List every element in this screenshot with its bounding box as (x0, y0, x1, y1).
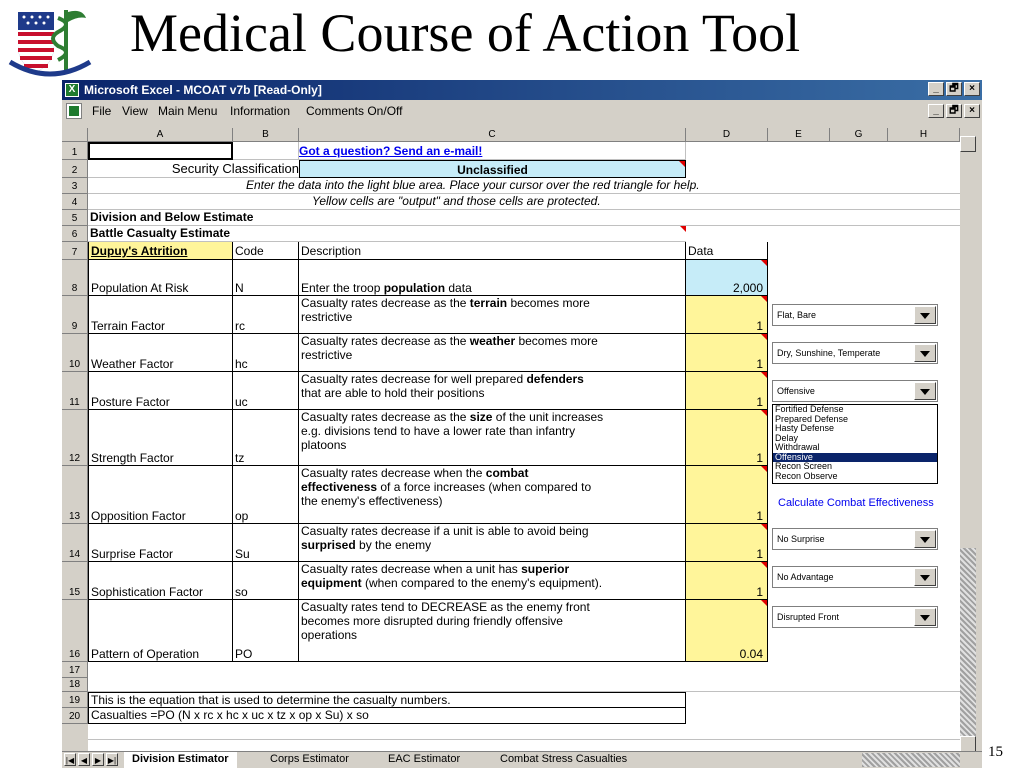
select-all-corner[interactable] (62, 128, 88, 142)
factor-code: hc (233, 334, 299, 372)
factor-output-value: 1 (686, 372, 768, 410)
row-header[interactable]: 17 (62, 662, 88, 678)
row-header[interactable]: 13 (62, 466, 88, 524)
row-header[interactable]: 9 (62, 296, 88, 334)
column-header-a[interactable]: A (88, 128, 233, 142)
row-header[interactable]: 8 (62, 260, 88, 296)
factor-code: op (233, 466, 299, 524)
doc-restore-button[interactable]: 🗗 (946, 104, 962, 118)
posture-option[interactable]: Offensive (773, 453, 937, 463)
instruction-text: Enter the data into the light blue area. Place your cursor over the red triangle for help. (88, 178, 960, 194)
row-header[interactable]: 15 (62, 562, 88, 600)
tab-combat-stress-casualties[interactable]: Combat Stress Casualties (500, 753, 628, 765)
description-emphasis: population (383, 281, 446, 295)
factor-description (299, 410, 686, 466)
row-header[interactable]: 19 (62, 692, 88, 708)
description-text: that are able to hold their positions (301, 386, 485, 400)
posture-option[interactable]: Hasty Defense (775, 423, 835, 433)
description-text: Enter the troop (301, 281, 384, 295)
factor-output-value: 1 (686, 524, 768, 562)
row-header[interactable]: 10 (62, 334, 88, 372)
description-text: (when compared to the enemy's equipment). (361, 576, 603, 590)
posture-options-list[interactable] (772, 404, 938, 484)
weather-value: Dry, Sunshine, Temperate (777, 348, 881, 358)
posture-dropdown[interactable] (772, 380, 938, 402)
section-heading: Division and Below Estimate (88, 210, 960, 226)
description-emphasis: equipment (301, 576, 362, 590)
weather-dropdown[interactable] (772, 342, 938, 364)
factor-name: Opposition Factor (88, 466, 233, 524)
column-header-d[interactable]: D (686, 128, 768, 142)
description-emphasis: effectiveness (301, 480, 378, 494)
factor-code: so (233, 562, 299, 600)
chevron-down-icon[interactable] (914, 382, 936, 400)
protected-note: Yellow cells are "output" and those cells are protected. (88, 194, 960, 210)
chevron-down-icon[interactable] (914, 568, 936, 586)
window-titlebar (62, 80, 982, 100)
terrain-value: Flat, Bare (777, 310, 817, 320)
row-header[interactable]: 4 (62, 194, 88, 210)
tab-division-estimator[interactable]: Division Estimator (124, 752, 237, 768)
factor-name: Terrain Factor (88, 296, 233, 334)
selected-cell-a1[interactable] (88, 142, 233, 160)
empty-row[interactable] (88, 678, 960, 692)
description-text: data (445, 281, 472, 295)
pattern-dropdown[interactable] (772, 606, 938, 628)
factor-output-value: 1 (686, 410, 768, 466)
row-header[interactable]: 5 (62, 210, 88, 226)
factor-name: Surprise Factor (88, 524, 233, 562)
posture-option[interactable]: Fortified Defense (775, 404, 844, 414)
minimize-button[interactable]: _ (928, 82, 944, 96)
description-text: becomes more disrupted during friendly offensive (301, 614, 563, 628)
description-text: Casualty rates tend to DECREASE as the enemy front (301, 600, 590, 614)
description-text: Casualty rates decrease when the (301, 466, 486, 480)
factor-description (299, 466, 686, 524)
chevron-down-icon[interactable] (914, 344, 936, 362)
pattern-value: Disrupted Front (777, 612, 840, 622)
factor-output-value: 1 (686, 562, 768, 600)
header-description: Description (299, 242, 686, 260)
row-header[interactable]: 20 (62, 708, 88, 724)
header-code: Code (233, 242, 299, 260)
page-number: 15 (988, 744, 1003, 760)
next-sheet-button[interactable]: ▶ (92, 753, 104, 766)
column-header-b[interactable]: B (233, 128, 299, 142)
posture-value: Offensive (777, 386, 815, 396)
description-text: of the unit increases (492, 410, 604, 424)
factor-code: rc (233, 296, 299, 334)
description-text: Casualty rates decrease as the (301, 296, 470, 310)
factor-code: uc (233, 372, 299, 410)
description-emphasis: weather (469, 334, 516, 348)
row-header[interactable]: 6 (62, 226, 88, 242)
column-header-g[interactable]: G (830, 128, 888, 142)
chevron-down-icon[interactable] (914, 306, 936, 324)
scroll-up-arrow[interactable] (960, 136, 976, 152)
menu-information[interactable]: Information (230, 104, 291, 118)
restore-button[interactable]: 🗗 (946, 82, 962, 96)
population-input[interactable]: 2,000 (686, 260, 768, 296)
excel-window (62, 80, 982, 768)
description-text: e.g. divisions tend to have a lower rate than infantry (301, 424, 576, 438)
worksheet-grid[interactable] (88, 142, 960, 751)
cell[interactable] (233, 142, 299, 160)
scroll-track[interactable] (960, 548, 976, 738)
equation-formula: Casualties =PO (N x rc x hc x uc x tz x op x Su) x so (88, 708, 686, 724)
factor-output-value: 1 (686, 296, 768, 334)
factor-output-value: 1 (686, 466, 768, 524)
factor-code: PO (233, 600, 299, 662)
doc-close-button[interactable]: × (964, 104, 980, 118)
last-sheet-button[interactable]: ▶| (106, 753, 118, 766)
factor-description (299, 296, 686, 334)
factor-name: Pattern of Operation (88, 600, 233, 662)
menu-file[interactable]: File (92, 104, 112, 118)
description-text: becomes more (507, 296, 590, 310)
sophistication-dropdown[interactable] (772, 566, 938, 588)
horizontal-scrollbar[interactable] (862, 753, 960, 767)
row-header[interactable]: 14 (62, 524, 88, 562)
description-emphasis: size (469, 410, 493, 424)
description-text: Casualty rates decrease if a unit is able to avoid being (301, 524, 589, 538)
description-emphasis: terrain (469, 296, 508, 310)
description-text: the enemy's effectiveness) (301, 494, 443, 508)
row-header[interactable]: 12 (62, 410, 88, 466)
menu-comments[interactable]: Comments On/Off (306, 104, 403, 118)
factor-name: Population At Risk (88, 260, 233, 296)
chevron-down-icon[interactable] (914, 530, 936, 548)
chevron-down-icon[interactable] (914, 608, 936, 626)
factor-description (299, 260, 686, 296)
factor-code: tz (233, 410, 299, 466)
factor-output-value: 0.04 (686, 600, 768, 662)
factor-description (299, 372, 686, 410)
posture-option[interactable]: Prepared Defense (775, 413, 849, 424)
factor-description (299, 600, 686, 662)
column-header-c[interactable]: C (299, 128, 686, 142)
description-text: by the enemy (355, 538, 432, 552)
slide-title: Medical Course of Action Tool (130, 3, 801, 63)
row-header[interactable]: 11 (62, 372, 88, 410)
tab-corps-estimator[interactable]: Corps Estimator (270, 753, 349, 765)
empty-row[interactable] (88, 724, 960, 740)
row-header[interactable]: 16 (62, 600, 88, 662)
column-header-e[interactable]: E (768, 128, 830, 142)
close-button[interactable]: × (964, 82, 980, 96)
description-text: Casualty rates decrease as the (301, 334, 470, 348)
posture-option[interactable]: Recon Observe (775, 470, 838, 481)
factor-name: Weather Factor (88, 334, 233, 372)
workbook-icon[interactable] (66, 103, 82, 119)
header-attrition: Dupuy's Attrition (88, 242, 233, 260)
description-emphasis: combat (485, 466, 529, 480)
factor-description (299, 524, 686, 562)
surprise-dropdown[interactable] (772, 528, 938, 550)
description-text: Casualty rates decrease for well prepared (301, 372, 527, 386)
description-text: platoons (301, 438, 347, 452)
header-data: Data (686, 242, 768, 260)
row-header[interactable]: 3 (62, 178, 88, 194)
surprise-value: No Surprise (777, 534, 825, 544)
description-text: of a force increases (when compared to (377, 480, 592, 494)
description-text: restrictive (301, 310, 353, 324)
description-emphasis: surprised (301, 538, 356, 552)
factor-output-value: 1 (686, 334, 768, 372)
description-emphasis: superior (521, 562, 570, 576)
first-sheet-button[interactable]: |◀ (64, 753, 76, 766)
description-text: operations (301, 628, 358, 642)
calculate-combat-effectiveness-link[interactable]: Calculate Combat Effectiveness (778, 497, 934, 509)
scroll-down-arrow[interactable] (960, 736, 976, 752)
tab-eac-estimator[interactable]: EAC Estimator (388, 753, 461, 765)
factor-code: N (233, 260, 299, 296)
section-subheading: Battle Casualty Estimate (88, 226, 686, 242)
row-header[interactable]: 7 (62, 242, 88, 260)
window-title: Microsoft Excel - MCOAT v7b [Read-Only] (84, 83, 322, 97)
excel-icon: X (65, 83, 79, 97)
posture-option[interactable]: Recon Screen (775, 461, 833, 471)
column-header-h[interactable]: H (888, 128, 960, 142)
factor-description (299, 562, 686, 600)
prev-sheet-button[interactable]: ◀ (78, 753, 90, 766)
description-text: becomes more (515, 334, 598, 348)
terrain-dropdown[interactable] (772, 304, 938, 326)
security-classification-input[interactable]: Unclassified (299, 160, 686, 178)
row-header[interactable]: 2 (62, 160, 88, 178)
menu-bar (62, 100, 982, 122)
equation-note: This is the equation that is used to determine the casualty numbers. (88, 692, 686, 708)
description-text: restrictive (301, 348, 353, 362)
email-link[interactable]: Got a question? Send an e-mail! (299, 142, 686, 160)
posture-option[interactable]: Withdrawal (775, 442, 820, 452)
doc-minimize-button[interactable]: _ (928, 104, 944, 118)
description-text: Casualty rates decrease when a unit has (301, 562, 522, 576)
posture-option[interactable]: Delay (775, 432, 799, 443)
sophistication-value: No Advantage (777, 572, 834, 582)
factor-name: Sophistication Factor (88, 562, 233, 600)
army-medical-logo (4, 4, 96, 80)
security-label: Security Classification (88, 160, 299, 178)
factor-name: Strength Factor (88, 410, 233, 466)
factor-code: Su (233, 524, 299, 562)
factor-name: Posture Factor (88, 372, 233, 410)
row-header[interactable]: 1 (62, 142, 88, 160)
factor-description (299, 334, 686, 372)
menu-main-menu[interactable]: Main Menu (158, 104, 218, 118)
row-header[interactable]: 18 (62, 678, 88, 692)
sheet-tab-bar (62, 751, 982, 768)
menu-view[interactable]: View (122, 104, 148, 118)
vertical-scrollbar[interactable] (960, 128, 976, 752)
description-emphasis: defenders (526, 372, 584, 386)
description-text: Casualty rates decrease as the (301, 410, 470, 424)
